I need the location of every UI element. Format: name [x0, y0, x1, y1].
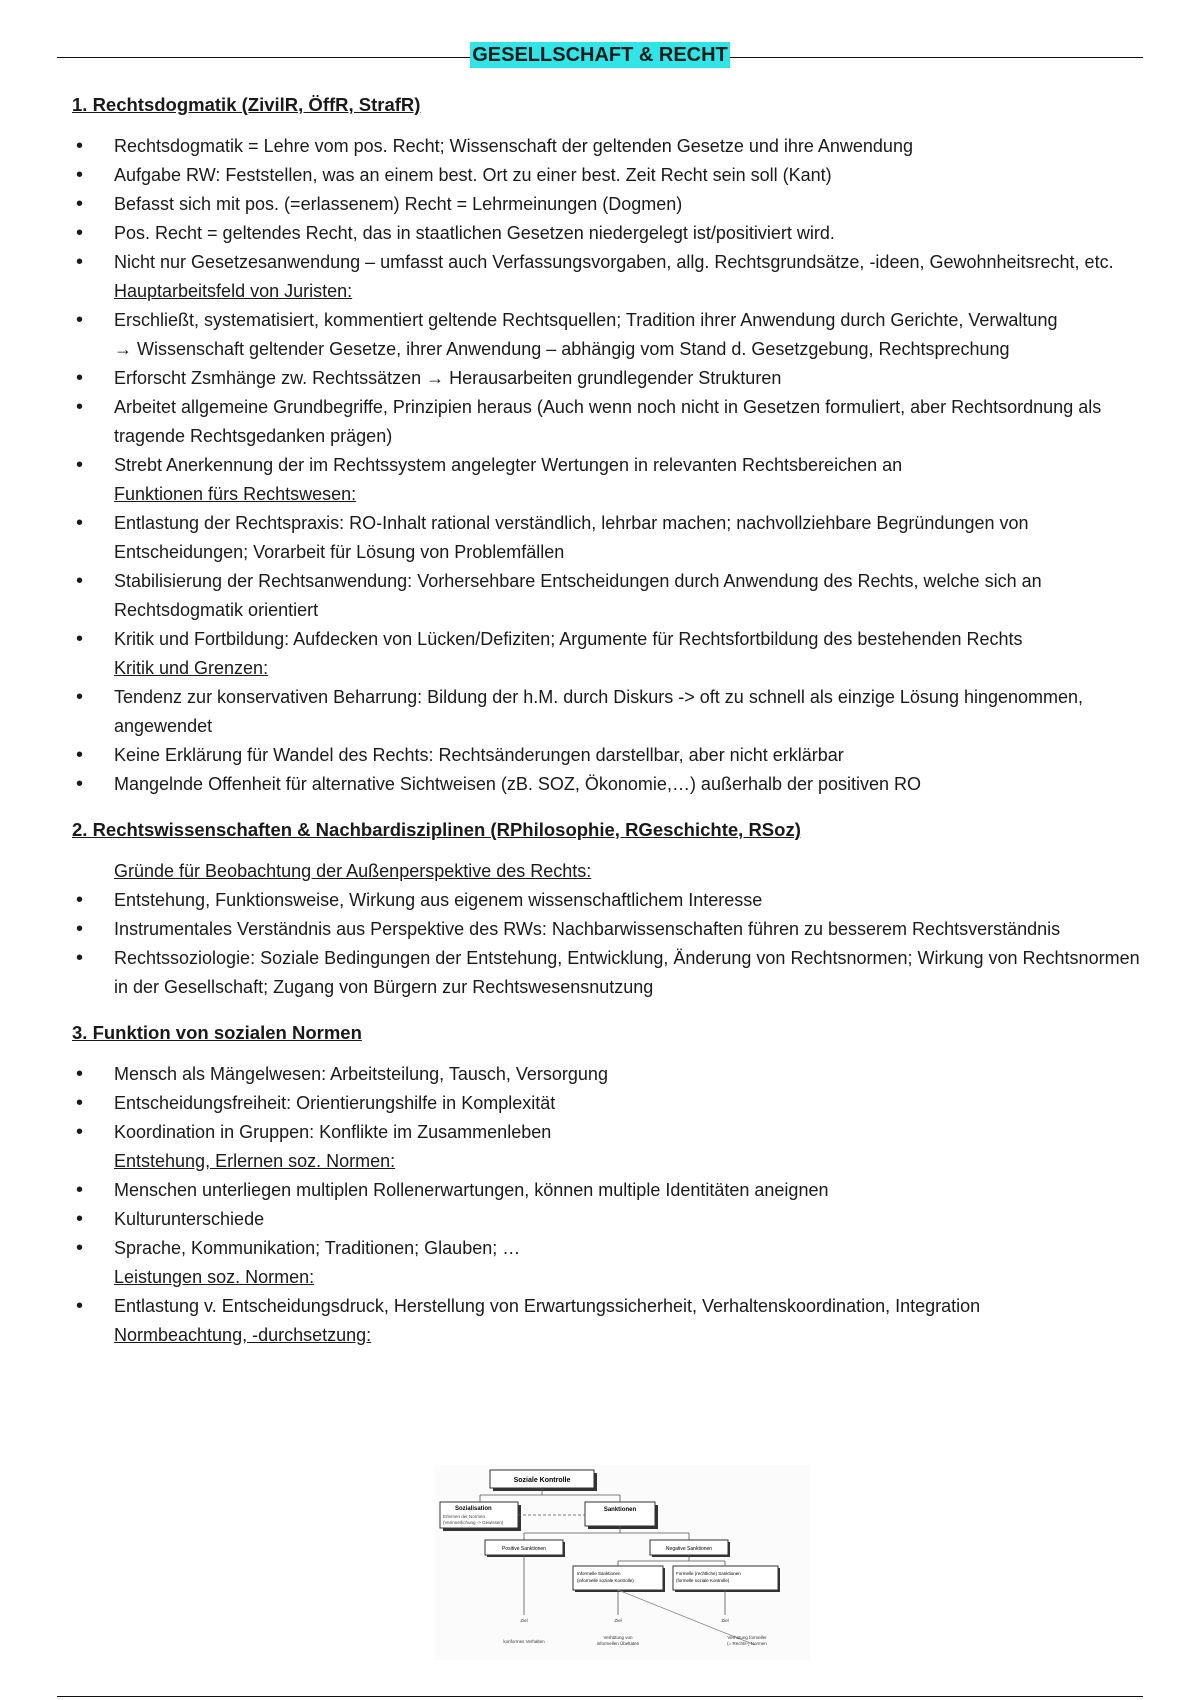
svg-text:Positive Sanktionen: Positive Sanktionen	[502, 1546, 546, 1552]
bottom-rule	[57, 1696, 1143, 1697]
list-item: • Entstehung, Funktionsweise, Wirkung aus eigenem wissenschaftlichem Interesse	[72, 886, 1142, 915]
section-1-list-a	[72, 132, 1142, 277]
list-item: • Menschen unterliegen multiplen Rollenerwartungen, können multiple Identitäten aneignen	[72, 1176, 1142, 1205]
svg-text:(Verinnerlichung -> Gewissen): (Verinnerlichung -> Gewissen)	[443, 1520, 504, 1525]
svg-text:Informelle Sanktionen: Informelle Sanktionen	[577, 1571, 621, 1576]
arrow-line: → Wissenschaft geltender Gesetze, ihrer Anwendung – abhängig vom Stand d. Gesetzgebung, Rechtsprechung	[114, 339, 1010, 359]
subheading: Hauptarbeitsfeld von Juristen:	[114, 281, 353, 301]
list-item: • Befasst sich mit pos. (=erlassenem) Recht = Lehrmeinungen (Dogmen)	[72, 190, 1142, 219]
section-heading-2: 2. Rechtswissenschaften & Nachbardisziplinen (RPhilosophie, RGeschichte, RSoz)	[72, 819, 801, 840]
svg-text:Verhütung formeller: Verhütung formeller	[727, 1635, 767, 1640]
diagram-outcomes	[503, 1618, 767, 1646]
section-1-list-b	[72, 306, 1142, 335]
subheading: Leistungen soz. Normen:	[114, 1267, 315, 1287]
list-item: • Mangelnde Offenheit für alternative Sichtweisen (zB. SOZ, Ökonomie,…) außerhalb der positiven RO	[72, 770, 1142, 799]
list-item: • Stabilisierung der Rechtsanwendung: Vorhersehbare Entscheidungen durch Anwendung des Rechts, welche sich an Rechtsdogmatik orientiert	[72, 567, 1142, 625]
subheading: Entstehung, Erlernen soz. Normen:	[114, 1151, 396, 1171]
section-3-list-c	[72, 1292, 1142, 1321]
list-item: • Sprache, Kommunikation; Traditionen; Glauben; …	[72, 1234, 1142, 1263]
node-negative-sanktionen	[650, 1540, 730, 1557]
section-3-list-b	[72, 1176, 1142, 1263]
document-body	[72, 92, 1142, 1350]
node-positive-sanktionen	[485, 1540, 565, 1557]
list-item: • Rechtsdogmatik = Lehre vom pos. Recht; Wissenschaft der geltenden Gesetze und ihre Anwendung	[72, 132, 1142, 161]
section-1-list-d	[72, 683, 1142, 799]
svg-text:Ziel: Ziel	[614, 1618, 622, 1623]
list-item: • Keine Erklärung für Wandel des Rechts: Rechtsänderungen darstellbar, aber nicht erklärbar	[72, 741, 1142, 770]
list-item: • Entlastung der Rechtspraxis: RO-Inhalt rational verständlich, lehrbar machen; nachvollziehbare Begründungen von Entscheidungen; Vorarbeit für Lösung von Problemfällen	[72, 509, 1142, 567]
list-item: • Erforscht Zsmhänge zw. Rechtssätzen → Herausarbeiten grundlegender Strukturen	[72, 364, 1142, 393]
list-item: • Instrumentales Verständnis aus Perspektive des RWs: Nachbarwissenschaften führen zu besserem Rechtsverständnis	[72, 915, 1142, 944]
list-item: • Nicht nur Gesetzesanwendung – umfasst auch Verfassungsvorgaben, allg. Rechtsgrundsätze, -ideen, Gewohnheitsrecht, etc.	[72, 248, 1142, 277]
subheading: Gründe für Beobachtung der Außenperspektive des Rechts:	[114, 861, 592, 881]
svg-text:Verhütung von: Verhütung von	[603, 1635, 633, 1640]
svg-text:informellen Übeltaten: informellen Übeltaten	[596, 1641, 640, 1646]
svg-text:Negative Sanktionen: Negative Sanktionen	[665, 1546, 713, 1552]
svg-text:Soziale Kontrolle: Soziale Kontrolle	[513, 1477, 571, 1484]
page-title: GESELLSCHAFT & RECHT	[472, 44, 728, 66]
node-sanktionen	[585, 1502, 658, 1529]
list-item: • Tendenz zur konservativen Beharrung: Bildung der h.M. durch Diskurs -> oft zu schnell als einzige Lösung hingenommen, angewendet	[72, 683, 1142, 741]
list-item: • Mensch als Mängelwesen: Arbeitsteilung, Tausch, Versorgung	[72, 1060, 1142, 1089]
list-item: • Koordination in Gruppen: Konflikte im Zusammenleben	[72, 1118, 1142, 1147]
node-formelle-sanktionen	[673, 1566, 780, 1592]
subheading: Normbeachtung, -durchsetzung:	[114, 1325, 372, 1345]
section-3-list-a	[72, 1060, 1142, 1147]
list-item: • Aufgabe RW: Feststellen, was an einem best. Ort zu einer best. Zeit Recht sein soll (Kant)	[72, 161, 1142, 190]
list-item: • Arbeitet allgemeine Grundbegriffe, Prinzipien heraus (Auch wenn noch nicht in Gesetzen formuliert, aber Rechtsordnung als tragende Rechtsgedanken prägen)	[72, 393, 1142, 451]
svg-text:Erlernen der Normen: Erlernen der Normen	[443, 1514, 486, 1519]
list-item: • Rechtssoziologie: Soziale Bedingungen der Entstehung, Entwicklung, Änderung von Rechtsnormen; Wirkung von Rechtsnormen in der Gesellschaft; Zugang von Bürgern zur Rechtswesensnutzung	[72, 944, 1142, 1002]
subheading: Kritik und Grenzen:	[114, 658, 269, 678]
svg-text:Sozialisation: Sozialisation	[455, 1506, 492, 1512]
list-item: • Strebt Anerkennung der im Rechtssystem angelegter Wertungen in relevanten Rechtsbereichen an	[72, 451, 1142, 480]
svg-text:Ziel: Ziel	[721, 1618, 729, 1623]
list-item: • Kritik und Fortbildung: Aufdecken von Lücken/Defiziten; Argumente für Rechtsfortbildung des bestehenden Rechts	[72, 625, 1142, 654]
svg-text:Ziel: Ziel	[520, 1618, 528, 1623]
svg-text:(formelle soziale Kontrolle): (formelle soziale Kontrolle)	[676, 1578, 730, 1583]
list-item: • Erschließt, systematisiert, kommentiert geltende Rechtsquellen; Tradition ihrer Anwendung durch Gerichte, Verwaltung	[72, 306, 1142, 335]
list-item: • Kulturunterschiede	[72, 1205, 1142, 1234]
svg-text:Sanktionen: Sanktionen	[603, 1507, 637, 1513]
svg-text:Formelle (rechtliche) Sanktion: Formelle (rechtliche) Sanktionen	[676, 1571, 741, 1576]
social-control-diagram	[435, 1465, 810, 1660]
node-root	[490, 1470, 597, 1491]
section-heading-3: 3. Funktion von sozialen Normen	[72, 1022, 362, 1043]
section-1-list-b2	[72, 364, 1142, 480]
node-informelle-sanktionen	[573, 1566, 665, 1592]
svg-text:(= Rechts-) Normen: (= Rechts-) Normen	[727, 1641, 767, 1646]
list-item: • Entscheidungsfreiheit: Orientierungshilfe in Komplexität	[72, 1089, 1142, 1118]
section-heading-1: 1. Rechtsdogmatik (ZivilR, ÖffR, StrafR)	[72, 94, 421, 115]
section-1-list-c	[72, 509, 1142, 654]
svg-text:konformes Verhalten: konformes Verhalten	[503, 1639, 545, 1644]
section-2-list	[72, 886, 1142, 1002]
subheading: Funktionen fürs Rechtswesen:	[114, 484, 357, 504]
list-item: • Pos. Recht = geltendes Recht, das in staatlichen Gesetzen niedergelegt ist/positiviert wird.	[72, 219, 1142, 248]
list-item: • Entlastung v. Entscheidungsdruck, Herstellung von Erwartungssicherheit, Verhaltenskoordination, Integration	[72, 1292, 1142, 1321]
node-sozialisation	[440, 1502, 521, 1531]
svg-text:(informelle soziale Kontrolle): (informelle soziale Kontrolle)	[577, 1578, 634, 1583]
